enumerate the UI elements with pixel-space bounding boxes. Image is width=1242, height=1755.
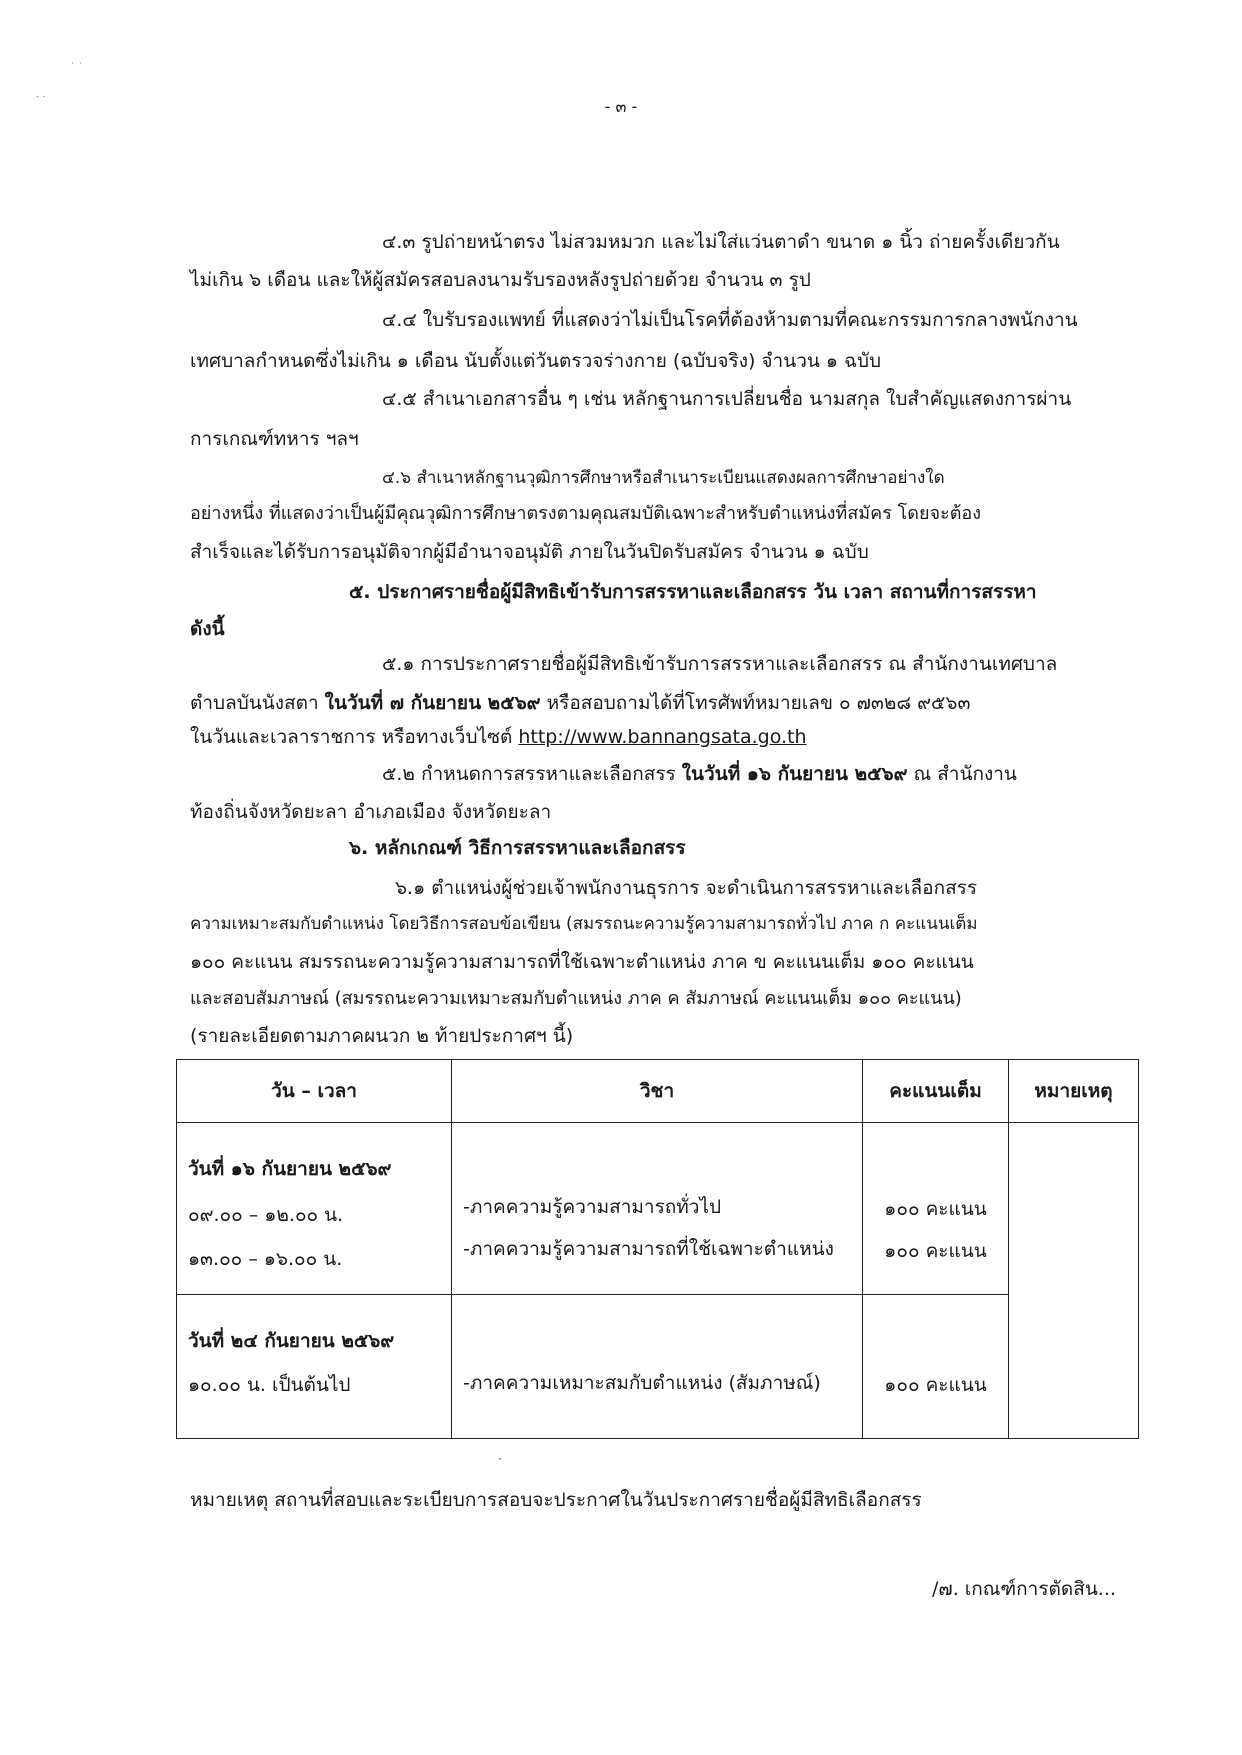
subject-item: -ภาคความรู้ความสามารถที่ใช้เฉพาะตำแหน่ง	[463, 1238, 834, 1260]
scan-speck: ˑ ˑ	[36, 93, 46, 104]
subject-cell	[452, 1123, 863, 1295]
section-5-heading-line2: ดังนี้	[190, 618, 225, 640]
website-link[interactable]: http://www.bannangsata.go.th	[518, 726, 807, 748]
para-5-1-line1: ๕.๑ การประกาศรายชื่อผู้มีสิทธิเข้ารับการสรรหาและเลือกสรร ณ สำนักงานเทศบาล	[382, 653, 1058, 675]
score-item: ๑๐๐ คะแนน	[884, 1374, 987, 1396]
header-date-time: วัน – เวลา	[177, 1060, 452, 1123]
para-4-4-line1: ๔.๔ ใบรับรองแพทย์ ที่แสดงว่าไม่เป็นโรคที่ต้องห้ามตามที่คณะกรรมการกลางพนักงาน	[382, 309, 1078, 331]
para-4-3-line1: ๔.๓ รูปถ่ายหน้าตรง ไม่สวมหมวก และไม่ใส่แว่นตาดำ ขนาด ๑ นิ้ว ถ่ายครั้งเดียวกัน	[382, 231, 1060, 253]
para-5-1-website-text: ในวันและเวลาราชการ หรือทางเว็บไซต์	[190, 726, 519, 748]
header-remark: หมายเหตุ	[1009, 1060, 1139, 1123]
para-4-5-line2: การเกณฑ์ทหาร ฯลฯ	[190, 428, 359, 450]
para-4-4-line2: เทศบาลกำหนดซึ่งไม่เกิน ๑ เดือน นับตั้งแต่วันตรวจร่างกาย (ฉบับจริง) จำนวน ๑ ฉบับ	[190, 350, 882, 372]
para-5-2-text: ๕.๒ กำหนดการสรรหาและเลือกสรร	[382, 763, 682, 785]
para-5-2-place: ณ สำนักงาน	[907, 763, 1017, 785]
selection-date: ในวันที่ ๑๖ กันยายน ๒๕๖๙	[681, 763, 908, 785]
continuation-text: /๗. เกณฑ์การตัดสิน...	[932, 1578, 1116, 1600]
exam-date: วันที่ ๒๔ กันยายน ๒๕๖๙	[188, 1330, 395, 1352]
exam-time: ๐๙.๐๐ – ๑๒.๐๐ น.	[188, 1204, 344, 1226]
score-item: ๑๐๐ คะแนน	[884, 1240, 987, 1262]
subject-item: -ภาคความรู้ความสามารถทั่วไป	[463, 1196, 722, 1218]
remark-note: หมายเหตุ สถานที่สอบและระเบียบการสอบจะประกาศในวันประกาศรายชื่อผู้มีสิทธิเลือกสรร	[190, 1489, 922, 1511]
para-6-1-line5: (รายละเอียดตามภาคผนวก ๒ ท้ายประกาศฯ นี้)	[190, 1025, 574, 1047]
exam-schedule-table	[176, 1059, 1139, 1439]
header-full-score: คะแนนเต็ม	[863, 1060, 1009, 1123]
para-4-6-line3: สำเร็จและได้รับการอนุมัติจากผู้มีอำนาจอนุมัติ ภายในวันปิดรับสมัคร จำนวน ๑ ฉบับ	[190, 541, 869, 563]
section-6-heading: ๖. หลักเกณฑ์ วิธีการสรรหาและเลือกสรร	[349, 837, 686, 859]
date-cell	[177, 1123, 452, 1295]
para-5-1-line2	[190, 694, 970, 713]
para-5-2-line2: ท้องถิ่นจังหวัดยะลา อำเภอเมือง จังหวัดยะลา	[190, 801, 552, 823]
subject-cell	[452, 1295, 863, 1439]
exam-date: วันที่ ๑๖ กันยายน ๒๕๖๙	[188, 1158, 392, 1180]
para-5-1-text: ตำบลบันนังสตา	[190, 692, 325, 714]
para-4-3-line2: ไม่เกิน ๖ เดือน และให้ผู้สมัครสอบลงนามรับรองหลังรูปถ่ายด้วย จำนวน ๓ รูป	[190, 269, 811, 291]
para-6-1-line1: ๖.๑ ตำแหน่งผู้ช่วยเจ้าพนักงานธุรการ จะดำเนินการสรรหาและเลือกสรร	[395, 877, 978, 899]
para-5-1-phone: หรือสอบถามได้ที่โทรศัพท์หมายเลข ๐ ๗๓๒๘ ๙๕๖๓	[540, 692, 971, 714]
para-6-1-line3: ๑๐๐ คะแนน สมรรถนะความรู้ความสามารถที่ใช้เฉพาะตำแหน่ง ภาค ข คะแนนเต็ม ๑๐๐ คะแนน	[190, 951, 974, 973]
remark-cell	[1009, 1123, 1139, 1439]
para-4-6-line1: ๔.๖ สำเนาหลักฐานวุฒิการศึกษาหรือสำเนาระเบียนแสดงผลการศึกษาอย่างใด	[382, 468, 945, 488]
exam-time: ๑๓.๐๐ – ๑๖.๐๐ น.	[188, 1248, 343, 1270]
page-number: - ๓ -	[604, 97, 638, 116]
para-6-1-line2: ความเหมาะสมกับตำแหน่ง โดยวิธีการสอบข้อเขียน (สมรรถนะความรู้ความสามารถทั่วไป ภาค ก คะแนนเต็ม	[190, 914, 978, 934]
table-row	[177, 1123, 1139, 1295]
para-6-1-line4: และสอบสัมภาษณ์ (สมรรถนะความเหมาะสมกับตำแหน่ง ภาค ค สัมภาษณ์ คะแนนเต็ม ๑๐๐ คะแนน)	[190, 988, 962, 1009]
score-item: ๑๐๐ คะแนน	[884, 1198, 987, 1220]
para-5-1-line3	[190, 728, 807, 747]
para-4-5-line1: ๔.๕ สำเนาเอกสารอื่น ๆ เช่น หลักฐานการเปลี่ยนชื่อ นามสกุล ใบสำคัญแสดงการผ่าน	[382, 388, 1072, 410]
table-header-row	[177, 1060, 1139, 1123]
score-cell	[863, 1295, 1009, 1439]
subject-item: -ภาคความเหมาะสมกับตำแหน่ง (สัมภาษณ์)	[463, 1372, 821, 1394]
section-5-heading-line1: ๕. ประกาศรายชื่อผู้มีสิทธิเข้ารับการสรรหาและเลือกสรร วัน เวลา สถานที่การสรรหา	[349, 581, 1037, 603]
score-cell	[863, 1123, 1009, 1295]
para-5-2-line1	[382, 765, 1017, 784]
exam-time: ๑๐.๐๐ น. เป็นต้นไป	[188, 1374, 351, 1396]
date-cell	[177, 1295, 452, 1439]
scan-speck: ˙ ˙	[70, 62, 84, 73]
table-row	[177, 1295, 1139, 1439]
header-subject: วิชา	[452, 1060, 863, 1123]
scan-speck: ·	[498, 1452, 502, 1466]
announce-date: ในวันที่ ๗ กันยายน ๒๕๖๙	[324, 692, 541, 714]
para-4-6-line2: อย่างหนึ่ง ที่แสดงว่าเป็นผู้มีคุณวุฒิการศึกษาตรงตามคุณสมบัติเฉพาะสำหรับตำแหน่งที่สมัคร โดยจะต้อง	[190, 503, 981, 524]
